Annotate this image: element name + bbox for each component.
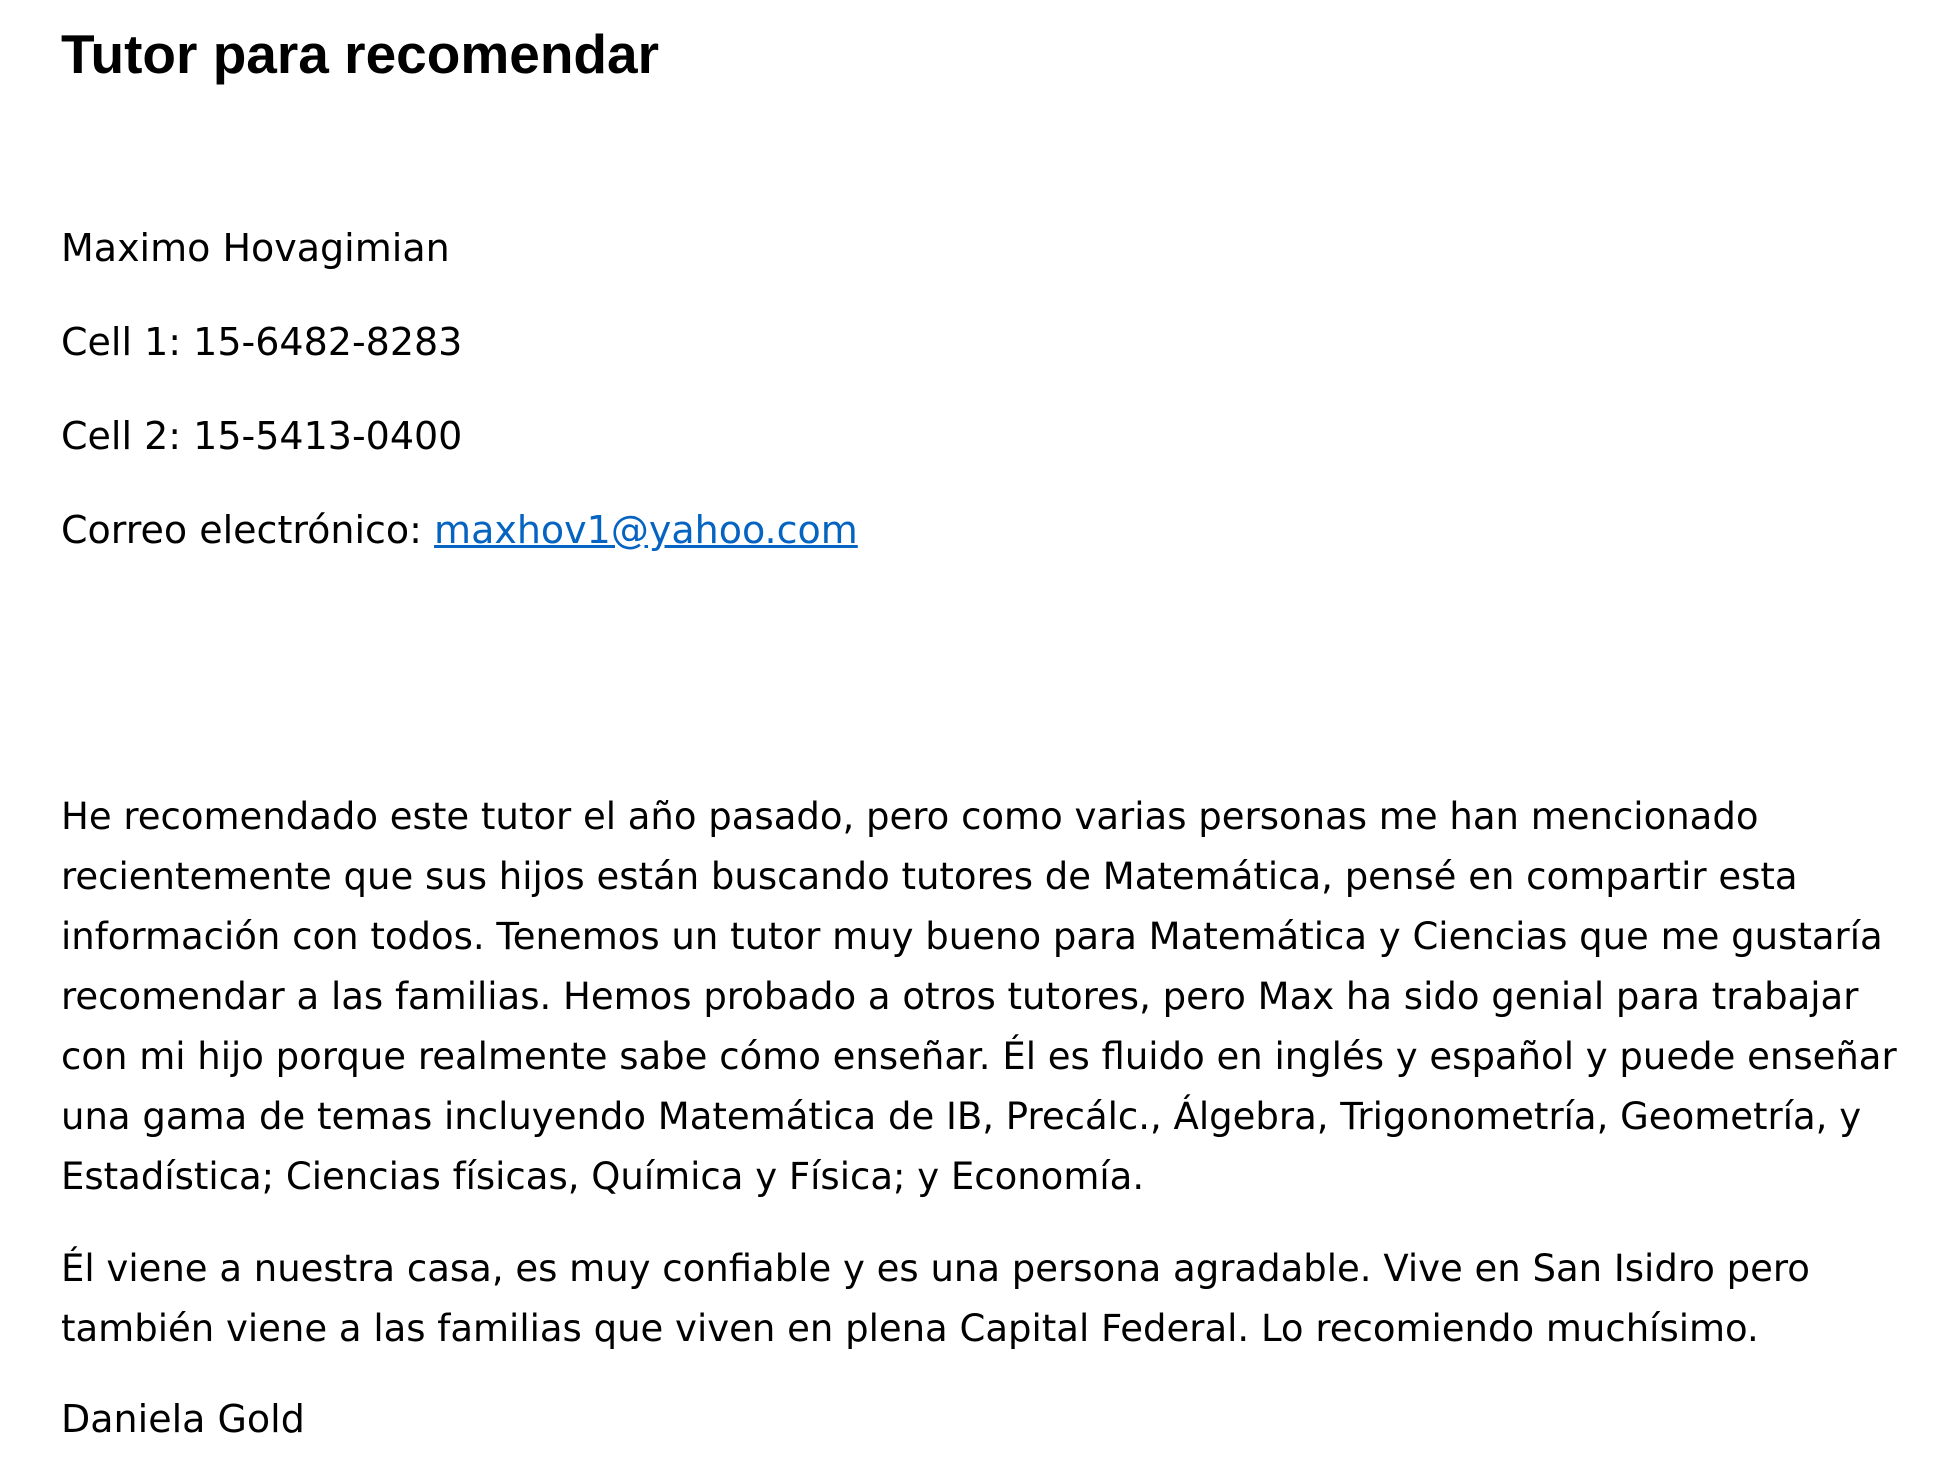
email-link[interactable]: maxhov1@yahoo.com bbox=[434, 508, 858, 552]
recommendation-paragraph-1 bbox=[61, 787, 1931, 1207]
paragraph-line: Estadística; Ciencias físicas, Química y Física; y Economía. bbox=[61, 1155, 1145, 1198]
document-title: Tutor para recomendar bbox=[61, 23, 660, 85]
email-line bbox=[61, 506, 858, 554]
paragraph-line: con mi hijo porque realmente sabe cómo enseñar. Él es fluido en inglés y español y puede enseñar bbox=[61, 1035, 1897, 1078]
paragraph-line: He recomendado este tutor el año pasado, pero como varias personas me han mencionado bbox=[61, 795, 1759, 838]
signature: Daniela Gold bbox=[61, 1397, 305, 1441]
paragraph-line: una gama de temas incluyendo Matemática de IB, Precálc., Álgebra, Trigonometría, Geometría, y bbox=[61, 1095, 1862, 1138]
recommendation-paragraph-2 bbox=[61, 1239, 1931, 1359]
cell-phone-2: Cell 2: 15-5413-0400 bbox=[61, 414, 463, 458]
paragraph-line: recomendar a las familias. Hemos probado a otros tutores, pero Max ha sido genial para trabajar bbox=[61, 975, 1859, 1018]
paragraph-line: información con todos. Tenemos un tutor muy bueno para Matemática y Ciencias que me gustaría bbox=[61, 915, 1883, 958]
tutor-name: Maximo Hovagimian bbox=[61, 226, 450, 270]
paragraph-line: recientemente que sus hijos están buscando tutores de Matemática, pensé en compartir esta bbox=[61, 855, 1798, 898]
paragraph-line: Él viene a nuestra casa, es muy confiable y es una persona agradable. Vive en San Isidro pero bbox=[61, 1247, 1810, 1290]
paragraph-line: también viene a las familias que viven en plena Capital Federal. Lo recomiendo muchísimo. bbox=[61, 1307, 1759, 1350]
cell-phone-1: Cell 1: 15-6482-8283 bbox=[61, 320, 463, 364]
email-label: Correo electrónico: bbox=[61, 508, 435, 552]
